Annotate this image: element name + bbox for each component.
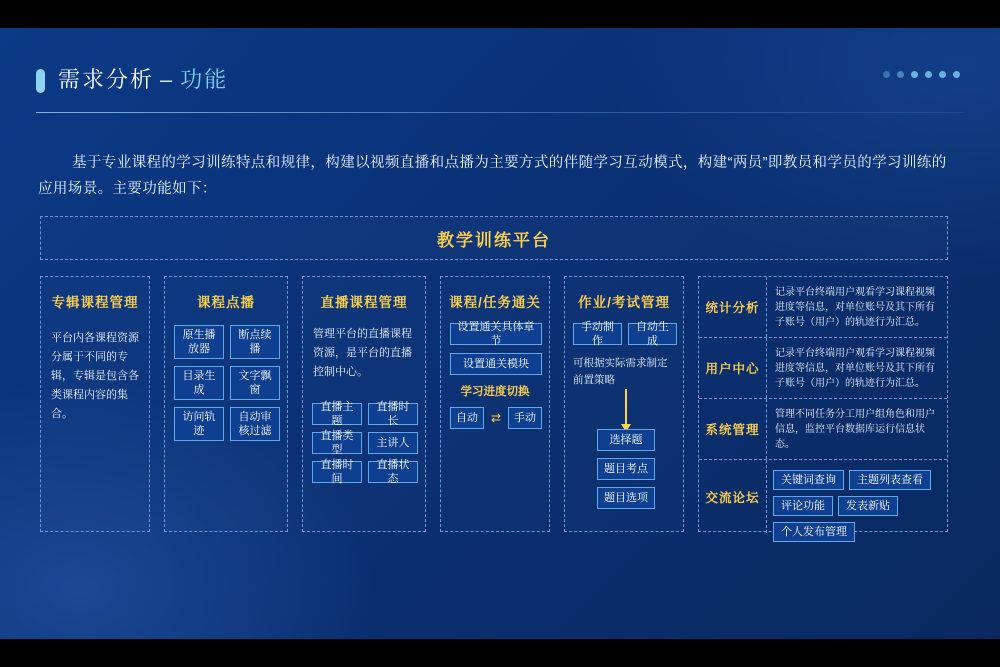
feature-chip[interactable]: 手动制作 — [573, 323, 622, 345]
feature-chip[interactable]: 主讲人 — [368, 432, 418, 454]
panel-row-label: 系统管理 — [699, 399, 767, 459]
switch-option-manual[interactable]: 手动 — [508, 407, 542, 429]
panel-row-label: 用户中心 — [699, 338, 767, 398]
panel-row-label: 统计分析 — [699, 277, 767, 337]
platform-banner — [40, 216, 948, 260]
feature-chip[interactable]: 设置通关具体章节 — [450, 323, 542, 345]
feature-chip[interactable]: 题目考点 — [597, 458, 655, 480]
page-title-separator: – — [160, 67, 175, 92]
column-album-course-management — [40, 276, 150, 532]
column-homework-exam-management — [564, 276, 684, 532]
page-title-sub: 功能 — [180, 67, 229, 92]
slide-header — [36, 63, 964, 113]
progress-switch[interactable] — [450, 407, 542, 429]
panel-row-text: 记录平台终端用户观看学习课程视频进度等信息，对单位账号及其下所有子账号（用户）的轨迹行为汇总。 — [775, 348, 935, 389]
feature-chip[interactable]: 原生播放器 — [174, 325, 224, 359]
panel-row-statistics — [699, 277, 947, 338]
panel-row-user-center — [699, 338, 947, 399]
panel-row-label: 交流论坛 — [699, 460, 767, 533]
dot-icon — [897, 71, 904, 78]
feature-chip[interactable]: 关键词查询 — [773, 470, 844, 490]
column-title: 专辑课程管理 — [51, 295, 139, 310]
column-chip-grid — [174, 325, 280, 441]
dot-icon — [925, 71, 932, 78]
column-title: 课程点播 — [197, 295, 255, 310]
feature-chip[interactable]: 访问轨迹 — [174, 407, 224, 441]
header-bullet-icon — [36, 69, 45, 93]
feature-chip[interactable]: 设置通关模块 — [450, 353, 542, 375]
feature-columns — [40, 276, 948, 538]
panel-row-text: 管理不同任务分工用户组角色和用户信息，监控平台数据库运行信息状态。 — [775, 409, 935, 450]
feature-chip[interactable]: 直播主题 — [312, 403, 362, 425]
panel-row-forum — [699, 460, 947, 538]
feature-chip[interactable]: 文字飘窗 — [230, 366, 280, 400]
feature-chip[interactable]: 断点续播 — [230, 325, 280, 359]
feature-chip[interactable]: 发表新贴 — [838, 496, 898, 516]
intro-paragraph: 基于专业课程的学习训练特点和规律，构建以视频直播和点播为主要方式的伴随学习互动模式，构建“两员”即教员和学员的学习训练的应用场景。主要功能如下： — [38, 155, 947, 197]
feature-chip[interactable]: 选择题 — [597, 429, 655, 451]
page-title-main: 需求分析 — [58, 67, 155, 92]
panel-row-text: 记录平台终端用户观看学习课程视频进度等信息，对单位账号及其下所有子账号（用户）的轨迹行为汇总。 — [775, 287, 935, 328]
column-chip-pair — [573, 323, 677, 345]
switch-option-auto[interactable]: 自动 — [450, 407, 484, 429]
feature-chip[interactable]: 目录生成 — [174, 366, 224, 400]
panel-row-chips — [773, 470, 942, 542]
column-description: 管理平台的直播课程资源，是平台的直播控制中心。 — [313, 328, 412, 378]
column-live-course-management — [302, 276, 426, 532]
feature-chip[interactable]: 主题列表查看 — [849, 470, 931, 490]
feature-chip[interactable]: 直播时间 — [312, 461, 362, 483]
dot-icon — [911, 71, 918, 78]
feature-chip[interactable]: 自动审核过滤 — [230, 407, 280, 441]
panel-row-system-management — [699, 399, 947, 460]
column-title: 课程/任务通关 — [449, 295, 541, 310]
slide-canvas — [0, 28, 1000, 639]
feature-chip[interactable]: 评论功能 — [773, 496, 833, 516]
feature-chip[interactable]: 自动生成 — [628, 323, 677, 345]
bottom-letterbox — [0, 639, 1000, 667]
down-arrow-icon — [625, 389, 627, 425]
column-title: 作业/考试管理 — [578, 295, 670, 310]
column-title: 直播课程管理 — [320, 295, 408, 310]
column-description: 平台内各课程资源分属于不同的专辑，专辑是包含各类课程内容的集合。 — [51, 332, 139, 420]
feature-chip[interactable]: 题目选项 — [597, 487, 655, 509]
header-dots — [883, 71, 960, 78]
header-divider — [36, 112, 964, 113]
feature-chip[interactable]: 直播类型 — [312, 432, 362, 454]
dot-icon — [883, 71, 890, 78]
right-feature-panel — [698, 276, 948, 538]
column-chip-grid — [312, 403, 418, 483]
top-letterbox — [0, 0, 1000, 28]
page-title — [58, 63, 228, 94]
feature-chip[interactable]: 个人发布管理 — [773, 522, 855, 542]
dot-icon — [953, 71, 960, 78]
column-chip-stack — [597, 429, 655, 509]
feature-chip[interactable]: 直播时长 — [368, 403, 418, 425]
swap-arrows-icon: ⇄ — [490, 410, 502, 425]
progress-switch-label: 学习进度切换 — [460, 386, 530, 398]
column-note: 可根据实际需求制定前置策略 — [573, 357, 668, 386]
column-course-on-demand — [164, 276, 288, 532]
dot-icon — [939, 71, 946, 78]
column-course-task-clearance — [440, 276, 550, 532]
feature-chip[interactable]: 直播状态 — [368, 461, 418, 483]
platform-banner-label: 教学训练平台 — [437, 230, 551, 250]
